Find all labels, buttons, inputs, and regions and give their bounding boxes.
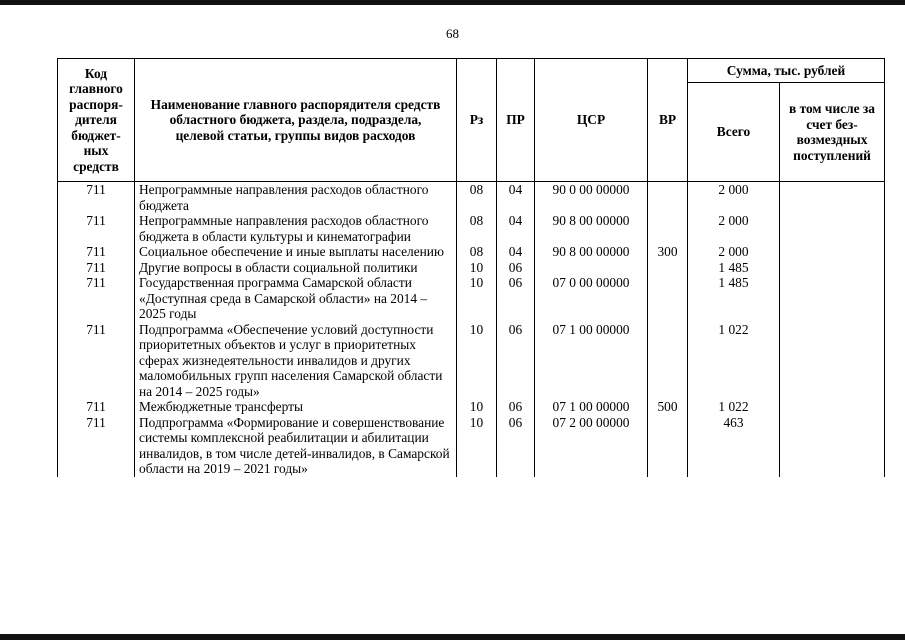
cell-name: Социальное обеспечение и иные выплаты населению [135,244,457,260]
cell-incl [780,260,885,276]
cell-incl [780,322,885,400]
cell-vr: 500 [648,399,688,415]
budget-table [57,58,885,477]
cell-pr: 04 [497,213,535,244]
cell-incl [780,182,885,214]
cell-vr [648,182,688,214]
cell-total: 1 485 [688,260,780,276]
cell-csr: 07 1 00 00000 [535,399,648,415]
cell-csr [535,260,648,276]
cell-total: 1 485 [688,275,780,322]
cell-vr [648,213,688,244]
cell-vr [648,275,688,322]
cell-name: Государственная программа Самарской области «Доступная среда в Самарской области» на 2014 – 2025 годы [135,275,457,322]
cell-csr: 90 8 00 00000 [535,244,648,260]
cell-incl [780,244,885,260]
cell-total: 2 000 [688,244,780,260]
cell-incl [780,275,885,322]
header-rz: Рз [457,59,497,182]
cell-total: 2 000 [688,213,780,244]
cell-code: 711 [58,399,135,415]
table-row [58,399,885,415]
cell-rz: 10 [457,322,497,400]
cell-pr: 04 [497,182,535,214]
header-name: Наименование главного распорядителя средств областного бюджета, раздела, подраздела, целевой статьи, группы видов расходов [135,59,457,182]
cell-csr: 07 2 00 00000 [535,415,648,477]
cell-code: 711 [58,213,135,244]
cell-total: 2 000 [688,182,780,214]
cell-incl [780,415,885,477]
cell-name: Непрограммные направления расходов областного бюджета [135,182,457,214]
cell-total: 463 [688,415,780,477]
cell-pr: 04 [497,244,535,260]
cell-csr: 90 8 00 00000 [535,213,648,244]
cell-name: Подпрограмма «Формирование и совершенствование системы комплексной реабилитации и абилитации инвалидов, в том числе детей-инвалидов, в Самарской области на 2019 – 2021 годы» [135,415,457,477]
cell-rz: 08 [457,244,497,260]
cell-code: 711 [58,182,135,214]
table-row [58,322,885,400]
cell-vr [648,415,688,477]
cell-total: 1 022 [688,399,780,415]
header-sum: Сумма, тыс. рублей [688,59,885,83]
cell-rz: 10 [457,260,497,276]
cell-pr: 06 [497,399,535,415]
table-body [58,182,885,477]
cell-code: 711 [58,415,135,477]
cell-code: 711 [58,275,135,322]
cell-pr: 06 [497,260,535,276]
cell-code: 711 [58,260,135,276]
cell-rz: 10 [457,275,497,322]
table-row [58,275,885,322]
cell-pr: 06 [497,322,535,400]
cell-csr: 90 0 00 00000 [535,182,648,214]
cell-code: 711 [58,244,135,260]
cell-rz: 10 [457,399,497,415]
top-border [0,0,905,5]
cell-total: 1 022 [688,322,780,400]
cell-rz: 08 [457,182,497,214]
cell-name: Подпрограмма «Обеспечение условий доступности приоритетных объектов и услуг в приоритетных сферах жизнедеятельности инвалидов и других маломобильных групп населения Самарской области на 2014 – 2025 годы» [135,322,457,400]
cell-csr: 07 0 00 00000 [535,275,648,322]
cell-name: Другие вопросы в области социальной политики [135,260,457,276]
cell-name: Межбюджетные трансферты [135,399,457,415]
cell-vr [648,260,688,276]
header-csr: ЦСР [535,59,648,182]
cell-name: Непрограммные направления расходов областного бюджета в области культуры и кинематографии [135,213,457,244]
table-row [58,213,885,244]
table-row [58,244,885,260]
header-code: Код главного распоря-дителя бюджет-ных средств [58,59,135,182]
cell-pr: 06 [497,275,535,322]
header-total: Всего [688,83,780,182]
header-pr: ПР [497,59,535,182]
cell-vr [648,322,688,400]
table-header [58,59,885,182]
bottom-border [0,634,905,640]
cell-rz: 10 [457,415,497,477]
table-row [58,260,885,276]
cell-code: 711 [58,322,135,400]
cell-pr: 06 [497,415,535,477]
header-incl: в том числе за счет без-возмездных поступлений [780,83,885,182]
cell-incl [780,399,885,415]
cell-incl [780,213,885,244]
cell-vr: 300 [648,244,688,260]
cell-rz: 08 [457,213,497,244]
table-row [58,182,885,214]
page-number: 68 [446,26,459,41]
cell-csr: 07 1 00 00000 [535,322,648,400]
header-vr: ВР [648,59,688,182]
table-row [58,415,885,477]
